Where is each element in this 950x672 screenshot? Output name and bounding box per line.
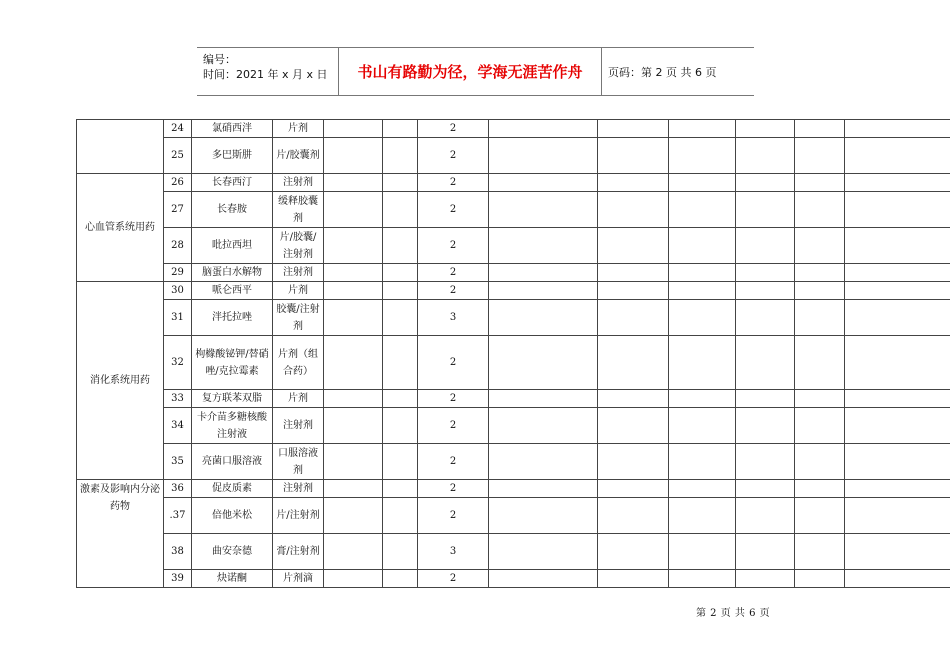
drug-name: 哌仑西平 <box>192 282 273 300</box>
drug-name: 泮托拉唑 <box>192 300 273 336</box>
cell-empty <box>489 174 598 192</box>
cell-empty <box>736 444 795 480</box>
quantity: 2 <box>418 480 489 498</box>
dosage-form: 片剂 <box>273 282 324 300</box>
cell-empty <box>795 570 845 588</box>
cell-empty <box>669 282 736 300</box>
row-number: 36 <box>164 480 192 498</box>
cell-empty <box>383 174 418 192</box>
cell-empty <box>845 264 950 282</box>
cell-empty <box>324 570 383 588</box>
cell-empty <box>795 408 845 444</box>
cell-empty <box>736 408 795 444</box>
cell-empty <box>383 282 418 300</box>
cell-empty <box>598 264 669 282</box>
cell-empty <box>669 390 736 408</box>
cell-empty <box>598 192 669 228</box>
cell-empty <box>736 174 795 192</box>
cell-empty <box>324 228 383 264</box>
dosage-form: 缓释胶囊剂 <box>273 192 324 228</box>
cell-empty <box>489 300 598 336</box>
table-row <box>77 570 950 588</box>
drug-name: 卡介苗多糖核酸注射液 <box>192 408 273 444</box>
drug-name: 倍他米松 <box>192 498 273 534</box>
cell-empty <box>736 264 795 282</box>
table-row <box>77 390 950 408</box>
row-number: 25 <box>164 138 192 174</box>
cell-empty <box>324 300 383 336</box>
table-row <box>77 228 950 264</box>
table-row <box>77 282 950 300</box>
cell-empty <box>669 480 736 498</box>
cell-empty <box>324 444 383 480</box>
cell-empty <box>795 498 845 534</box>
cell-empty <box>795 480 845 498</box>
table-row <box>77 264 950 282</box>
quantity: 2 <box>418 138 489 174</box>
table-row <box>77 120 950 138</box>
cell-empty <box>598 498 669 534</box>
row-number: 29 <box>164 264 192 282</box>
cell-empty <box>736 390 795 408</box>
cell-empty <box>383 444 418 480</box>
cell-empty <box>795 444 845 480</box>
drug-table <box>76 119 950 588</box>
cell-empty <box>669 570 736 588</box>
cell-empty <box>383 264 418 282</box>
cell-empty <box>845 228 950 264</box>
dosage-form: 注射剂 <box>273 480 324 498</box>
quantity: 2 <box>418 408 489 444</box>
cell-empty <box>489 534 598 570</box>
quantity: 2 <box>418 390 489 408</box>
cell-empty <box>845 282 950 300</box>
cell-empty <box>845 120 950 138</box>
table-row <box>77 138 950 174</box>
cell-empty <box>324 282 383 300</box>
cell-empty <box>795 120 845 138</box>
cell-empty <box>669 444 736 480</box>
cell-empty <box>669 498 736 534</box>
cell-empty <box>795 390 845 408</box>
row-number: 31 <box>164 300 192 336</box>
table-row <box>77 174 950 192</box>
dosage-form: 注射剂 <box>273 264 324 282</box>
header-meta <box>197 48 339 95</box>
page-header <box>197 47 754 96</box>
cell-empty <box>736 282 795 300</box>
dosage-form: 口服溶液剂 <box>273 444 324 480</box>
cell-empty <box>383 534 418 570</box>
cell-empty <box>324 336 383 390</box>
cell-empty <box>845 174 950 192</box>
cell-empty <box>736 570 795 588</box>
quantity: 2 <box>418 444 489 480</box>
cell-empty <box>669 138 736 174</box>
cell-empty <box>736 192 795 228</box>
category-digestive: 消化系统用药 <box>77 282 164 480</box>
cell-empty <box>736 120 795 138</box>
cell-empty <box>736 228 795 264</box>
row-number: 32 <box>164 336 192 390</box>
cell-empty <box>489 498 598 534</box>
cell-empty <box>598 408 669 444</box>
drug-name: 促皮质素 <box>192 480 273 498</box>
cell-empty <box>795 192 845 228</box>
cell-empty <box>324 174 383 192</box>
dosage-form: 胶囊/注射剂 <box>273 300 324 336</box>
cell-empty <box>383 480 418 498</box>
row-number: 34 <box>164 408 192 444</box>
cell-empty <box>669 408 736 444</box>
cell-empty <box>383 228 418 264</box>
dosage-form: 片剂 <box>273 120 324 138</box>
cell-empty <box>383 192 418 228</box>
cell-empty <box>669 534 736 570</box>
cell-empty <box>598 480 669 498</box>
cell-empty <box>795 300 845 336</box>
cell-empty <box>489 390 598 408</box>
cell-empty <box>383 570 418 588</box>
dosage-form: 片/胶囊/注射剂 <box>273 228 324 264</box>
drug-name: 枸橼酸铋钾/替硝唑/克拉霉素 <box>192 336 273 390</box>
cell-empty <box>489 120 598 138</box>
quantity: 2 <box>418 120 489 138</box>
dosage-form: 片剂（组合药） <box>273 336 324 390</box>
cell-empty <box>324 192 383 228</box>
drug-name: 脑蛋白水解物 <box>192 264 273 282</box>
cell-empty <box>598 228 669 264</box>
cell-empty <box>324 408 383 444</box>
cell-empty <box>598 336 669 390</box>
cell-empty <box>598 120 669 138</box>
cell-empty <box>598 138 669 174</box>
dosage-form: 注射剂 <box>273 408 324 444</box>
dosage-form: 注射剂 <box>273 174 324 192</box>
cell-empty <box>598 444 669 480</box>
cell-empty <box>795 264 845 282</box>
header-page-code: 页码：第 2 页 共 6 页 <box>608 65 717 79</box>
cell-empty <box>324 120 383 138</box>
cell-empty <box>795 138 845 174</box>
quantity: 2 <box>418 570 489 588</box>
drug-name: 长春胺 <box>192 192 273 228</box>
row-number: 35 <box>164 444 192 480</box>
cell-empty <box>489 408 598 444</box>
quantity: 2 <box>418 336 489 390</box>
cell-empty <box>489 282 598 300</box>
cell-empty <box>598 390 669 408</box>
cell-empty <box>795 336 845 390</box>
cell-empty <box>736 138 795 174</box>
dosage-form: 片剂滴 <box>273 570 324 588</box>
cell-empty <box>736 534 795 570</box>
cell-empty <box>845 498 950 534</box>
row-number: 27 <box>164 192 192 228</box>
cell-empty <box>845 534 950 570</box>
time-label: 时间：2021 年 x 月 x 日 <box>203 68 328 81</box>
cell-empty <box>845 570 950 588</box>
cell-empty <box>489 480 598 498</box>
row-number: 28 <box>164 228 192 264</box>
cell-empty <box>669 228 736 264</box>
cell-empty <box>736 336 795 390</box>
cell-empty <box>489 336 598 390</box>
cell-empty <box>324 498 383 534</box>
table-row <box>77 534 950 570</box>
row-number: 30 <box>164 282 192 300</box>
quantity: 2 <box>418 264 489 282</box>
dosage-form: 片/胶囊剂 <box>273 138 324 174</box>
cell-empty <box>489 264 598 282</box>
table-row <box>77 300 950 336</box>
cell-empty <box>489 138 598 174</box>
cell-empty <box>795 228 845 264</box>
row-number: 38 <box>164 534 192 570</box>
cell-empty <box>383 498 418 534</box>
cell-empty <box>795 534 845 570</box>
cell-empty <box>598 300 669 336</box>
row-number: 24 <box>164 120 192 138</box>
dosage-form: 片/注射剂 <box>273 498 324 534</box>
dosage-form: 膏/注射剂 <box>273 534 324 570</box>
drug-name: 氯硝西泮 <box>192 120 273 138</box>
cell-empty <box>669 192 736 228</box>
cell-empty <box>845 138 950 174</box>
cell-empty <box>598 534 669 570</box>
quantity: 3 <box>418 300 489 336</box>
cell-empty <box>845 336 950 390</box>
quantity: 2 <box>418 174 489 192</box>
cell-empty <box>489 192 598 228</box>
cell-empty <box>845 192 950 228</box>
row-number: 33 <box>164 390 192 408</box>
cell-empty <box>845 300 950 336</box>
cell-empty <box>795 174 845 192</box>
cell-empty <box>845 444 950 480</box>
cell-empty <box>845 408 950 444</box>
cell-empty <box>324 534 383 570</box>
drug-name: 吡拉西坦 <box>192 228 273 264</box>
dosage-form: 片剂 <box>273 390 324 408</box>
cell-empty <box>736 300 795 336</box>
table-row <box>77 498 950 534</box>
cell-empty <box>598 282 669 300</box>
cell-empty <box>669 174 736 192</box>
cell-empty <box>598 570 669 588</box>
row-number: 26 <box>164 174 192 192</box>
cell-empty <box>324 138 383 174</box>
cell-empty <box>489 228 598 264</box>
cell-empty <box>669 336 736 390</box>
cell-empty <box>669 300 736 336</box>
drug-name: 曲安奈德 <box>192 534 273 570</box>
cell-empty <box>489 570 598 588</box>
quantity: 2 <box>418 228 489 264</box>
header-motto: 书山有路勤为径，学海无涯苦作舟 <box>339 48 602 95</box>
quantity: 2 <box>418 282 489 300</box>
cell-empty <box>383 336 418 390</box>
cell-empty <box>845 480 950 498</box>
cell-empty <box>845 390 950 408</box>
cell-empty <box>324 264 383 282</box>
table-row <box>77 408 950 444</box>
table-row <box>77 336 950 390</box>
cell-empty <box>383 390 418 408</box>
row-number: .37 <box>164 498 192 534</box>
cell-empty <box>736 498 795 534</box>
drug-name: 亮菌口服溶液 <box>192 444 273 480</box>
cell-empty <box>324 390 383 408</box>
cell-empty <box>736 480 795 498</box>
serial-label: 编号： <box>203 53 236 66</box>
cell-empty <box>795 282 845 300</box>
category-hormone: 激素及影响内分泌药物 <box>77 480 164 588</box>
page-footer: 第 2 页 共 6 页 <box>696 608 771 619</box>
quantity: 3 <box>418 534 489 570</box>
cell-empty <box>489 444 598 480</box>
drug-name: 多巴斯肼 <box>192 138 273 174</box>
quantity: 2 <box>418 498 489 534</box>
cell-empty <box>669 120 736 138</box>
cell-empty <box>383 300 418 336</box>
cell-empty <box>598 174 669 192</box>
table-row <box>77 480 950 498</box>
drug-name: 复方联苯双脂 <box>192 390 273 408</box>
category-cardio: 心血管系统用药 <box>77 174 164 282</box>
cell-empty <box>669 264 736 282</box>
cell-empty <box>383 120 418 138</box>
cell-empty <box>324 480 383 498</box>
drug-name: 炔诺酮 <box>192 570 273 588</box>
category-cell-empty <box>77 120 164 174</box>
cell-empty <box>383 138 418 174</box>
cell-empty <box>383 408 418 444</box>
row-number: 39 <box>164 570 192 588</box>
table-row <box>77 444 950 480</box>
table-row <box>77 192 950 228</box>
drug-name: 长春西汀 <box>192 174 273 192</box>
quantity: 2 <box>418 192 489 228</box>
